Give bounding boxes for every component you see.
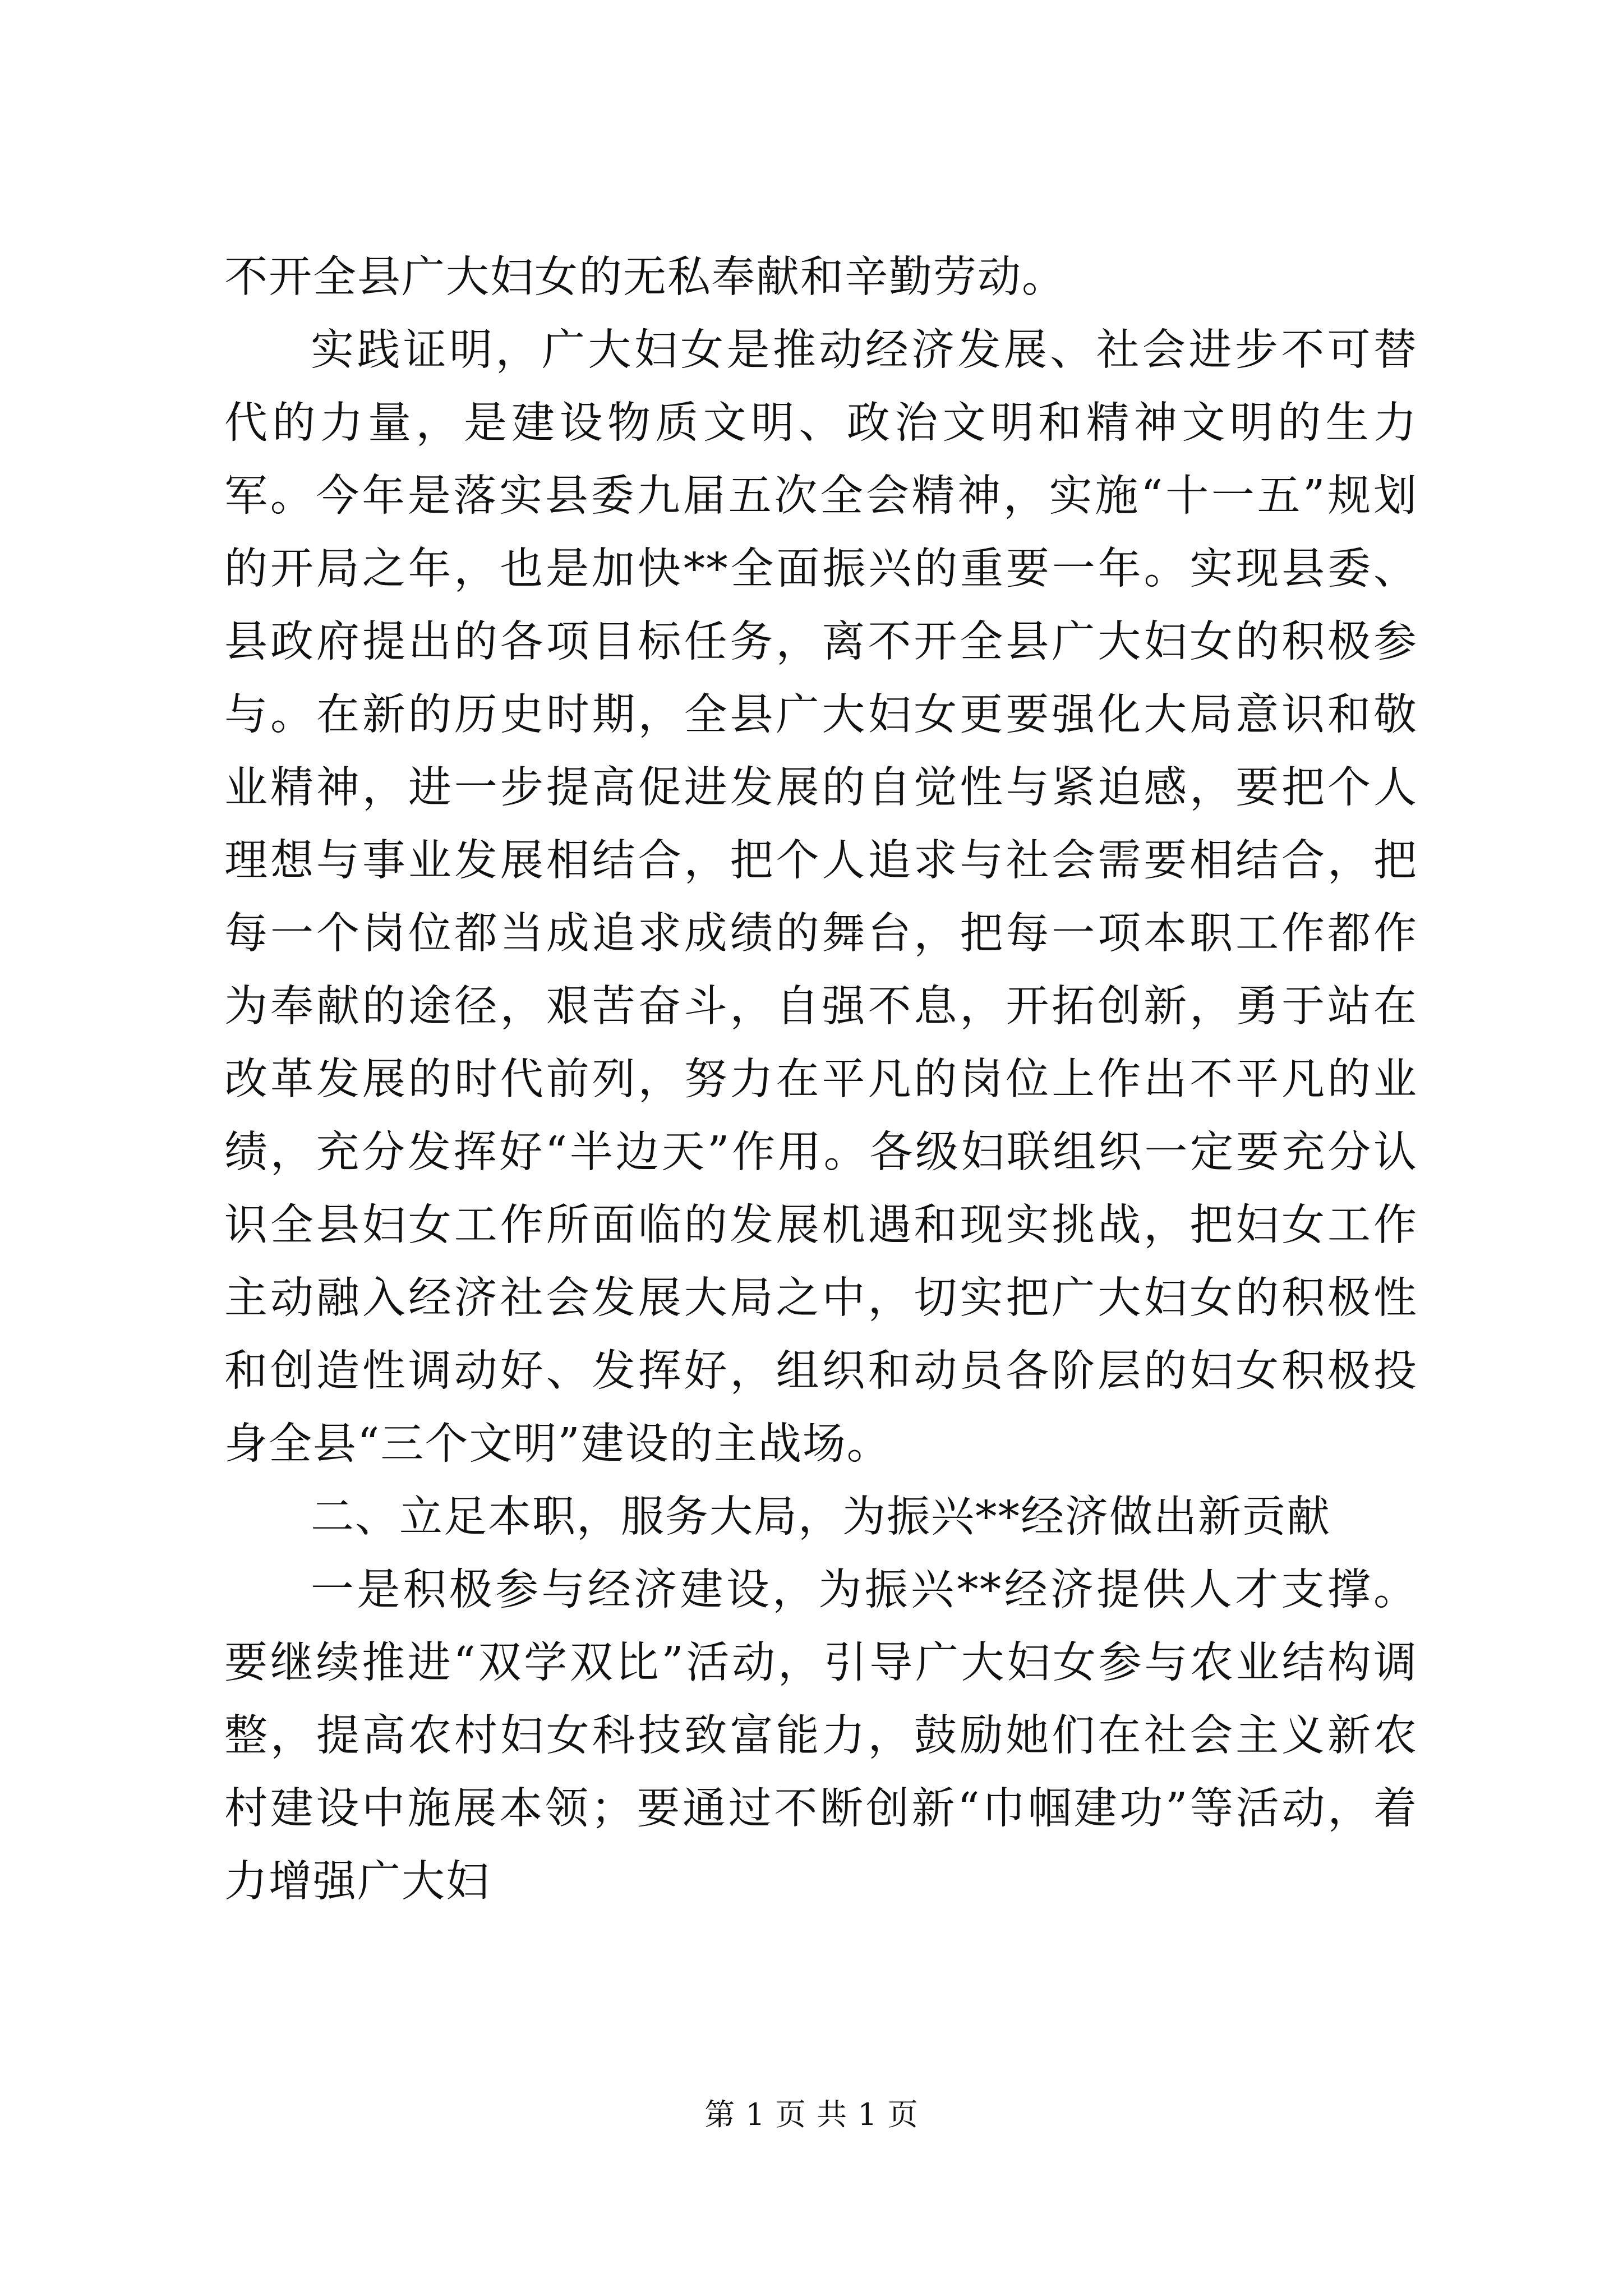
paragraph-economic-construction: 一是积极参与经济建设，为振兴**经济提供人才支撑。要继续推进“双学双比”活动，引导广大妇女参与农业结构调整，提高农村妇女科技致富能力，鼓励她们在社会主义新农村建设中施展本领；要通过不断创新“巾帼建功”等活动，着力增强广大妇 — [224, 1565, 1418, 1907]
page-footer — [0, 2095, 1623, 2134]
paragraph-practice-proves: 实践证明，广大妇女是推动经济发展、社会进步不可替代的力量，是建设物质文明、政治文明和精神文明的生力军。今年是落实县委九届五次全会精神，实施“十一五”规划的开局之年，也是加快**全面振兴的重要一年。实现县委、县政府提出的各项目标任务，离不开全县广大妇女的积极参与。在新的历史时期，全县广大妇女更要强化大局意识和敬业精神，进一步提高促进发展的自觉性与紧迫感，要把个人理想与事业发展相结合，把个人追求与社会需要相结合，把每一个岗位都当成追求成绩的舞台，把每一项本职工作都作为奉献的途径，艰苦奋斗，自强不息，开拓创新，勇于站在改革发展的时代前列，努力在平凡的岗位上作出不平凡的业绩，充分发挥好“半边天”作用。各级妇联组织一定要充分认识全县妇女工作所面临的发展机遇和现实挑战，把妇女工作主动融入经济社会发展大局之中，切实把广大妇女的积极性和创造性调动好、发挥好，组织和动员各阶层的妇女积极投身全县“三个文明”建设的主战场。 — [224, 325, 1418, 1469]
section-heading-two: 二、立足本职，服务大局，为振兴**经济做出新贡献 — [311, 1492, 1331, 1542]
document-body — [224, 241, 1418, 1918]
page-number-label: 第 1 页 共 1 页 — [704, 2097, 919, 2132]
paragraph-continuation: 不开全县广大妇女的无私奉献和辛勤劳动。 — [224, 252, 1066, 302]
